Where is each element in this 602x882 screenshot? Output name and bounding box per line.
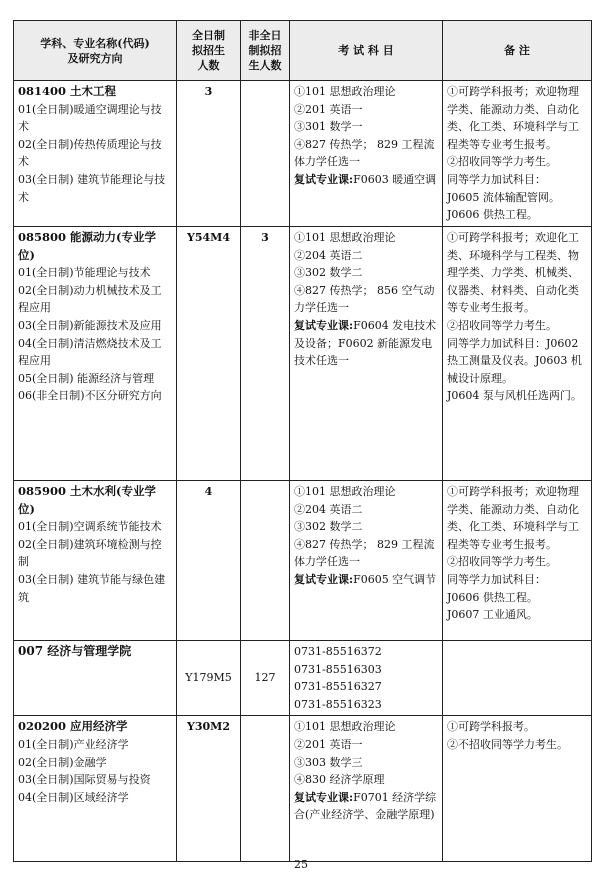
note-line: J0607 工业通风。 [447, 608, 538, 622]
exam-subject: ④827 传热学； 829 工程流体力学任选一 [294, 137, 435, 169]
note-line: ②不招收同等学力考生。 [447, 737, 568, 751]
header-parttime [241, 21, 290, 81]
note-line: J0604 泵与风机任选两门。 [447, 389, 582, 403]
retest-label: 复试专业课: [294, 572, 354, 586]
exam-subject: ①101 思想政治理论 [294, 485, 396, 498]
major-cell [14, 481, 177, 641]
college-name-cell [14, 641, 177, 716]
research-direction: 03(全日制) 建筑节能与绿色建筑 [18, 572, 166, 604]
header-exam [290, 21, 443, 81]
retest-line [294, 571, 438, 589]
notes-cell [443, 81, 592, 227]
note-line: 同等学力加试科目：J0602 热工测量及仪表。J0603 机械设计原理。 [447, 336, 582, 385]
note-line: J0605 流体输配管网。 [447, 190, 560, 204]
fulltime-quota: Y30M2 [177, 716, 241, 862]
notes-cell [443, 481, 592, 641]
phone-number: 0731-85516372 [294, 645, 382, 658]
exam-subject: ③303 数学三 [294, 755, 363, 769]
college-phones-cell [290, 641, 443, 716]
exam-subject: ②201 英语一 [294, 102, 363, 116]
research-direction: 06(非全日制)不区分研究方向 [18, 389, 162, 403]
notes-cell [443, 716, 592, 862]
research-direction: 02(全日制)动力机械技术及工程应用 [18, 283, 162, 315]
phone-number: 0731-85516327 [294, 680, 382, 694]
research-direction: 02(全日制)金融学 [18, 755, 107, 769]
header-major [14, 21, 177, 81]
note-line: ①可跨学科报考。 [447, 720, 535, 734]
exam-subject: ④830 经济学原理 [294, 773, 385, 787]
retest-subject: F0701 经济学综合(产业经济学、金融学原理) [294, 790, 437, 822]
fulltime-quota: 3 [177, 81, 241, 227]
exam-subject: ②204 英语二 [294, 248, 363, 262]
exam-subjects-cell [290, 481, 443, 641]
exam-subject: ①101 思想政治理论 [294, 85, 396, 98]
college-row [14, 641, 592, 716]
header-fulltime-text: 全日制 拟招生 人数 [192, 29, 225, 72]
research-direction: 03(全日制)国际贸易与投资 [18, 773, 151, 787]
note-line: ②招收同等学力考生。 [447, 155, 557, 169]
retest-subject: F0603 暖通空调 [353, 172, 437, 186]
retest-line [294, 171, 438, 189]
retest-label: 复试专业课: [294, 790, 354, 804]
exam-subject: ②204 英语二 [294, 502, 363, 516]
research-direction: 01(全日制)暖通空调理论与技术 [18, 102, 162, 134]
major-title: 085900 土木水利(专业学位) [18, 484, 156, 516]
notes-cell [443, 227, 592, 481]
major-cell [14, 81, 177, 227]
fulltime-quota: Y54M4 [177, 227, 241, 481]
research-direction: 02(全日制)传热传质理论与技术 [18, 137, 162, 169]
parttime-quota [241, 81, 290, 227]
exam-subject: ④827 传热学； 856 空气动力学任选一 [294, 283, 435, 315]
parttime-quota: 3 [241, 227, 290, 481]
exam-subjects-cell [290, 227, 443, 481]
college-fulltime-quota [177, 641, 241, 716]
retest-label: 复试专业课: [294, 318, 354, 332]
research-direction: 01(全日制)节能理论与技术 [18, 266, 151, 280]
major-title: 085800 能源动力(专业学位) [18, 230, 156, 262]
note-line: ②招收同等学力考生。 [447, 555, 557, 569]
note-line: J0606 供热工程。 [447, 590, 538, 604]
college-fulltime-value: Y179M5 [185, 671, 232, 685]
fulltime-quota: 4 [177, 481, 241, 641]
exam-subject: ①101 思想政治理论 [294, 231, 396, 244]
parttime-quota [241, 481, 290, 641]
note-line: ①可跨学科报考；欢迎化工类、环境科学与工程类、物理学类、力学类、机械类、仪器类、材料类、自动化类等专业考生报考。 [447, 231, 579, 315]
research-direction: 02(全日制)建筑环境检测与控制 [18, 537, 162, 569]
table-header-row [14, 21, 592, 81]
note-line: J0606 供热工程。 [447, 208, 538, 222]
exam-subject: ①101 思想政治理论 [294, 720, 396, 734]
phone-number: 0731-85516303 [294, 662, 382, 676]
admissions-catalog-table [13, 20, 592, 862]
header-notes-text: 备 注 [504, 44, 530, 57]
exam-subject: ③301 数学一 [294, 120, 363, 134]
note-line: ①可跨学科报考；欢迎物理学类、能源动力类、自动化类、化工类、环境科学与工程类等专业考生报考。 [447, 485, 579, 551]
college-name: 007 经济与管理学院 [18, 644, 132, 658]
major-cell [14, 227, 177, 481]
retest-subject: F0605 空气调节 [353, 572, 437, 586]
exam-subjects-cell [290, 716, 443, 862]
retest-label: 复试专业课: [294, 172, 354, 186]
exam-subject: ③302 数学二 [294, 520, 363, 534]
research-direction: 05(全日制) 能源经济与管理 [18, 371, 155, 385]
major-title: 081400 土木工程 [18, 84, 117, 98]
note-line: ①可跨学科报考；欢迎物理学类、能源动力类、自动化类、化工类、环境科学与工程类等专业考生报考。 [447, 85, 579, 151]
exam-subjects-cell [290, 81, 443, 227]
college-parttime-quota [241, 641, 290, 716]
exam-subject: ④827 传热学； 829 工程流体力学任选一 [294, 537, 435, 569]
college-parttime-value: 127 [254, 671, 276, 685]
research-direction: 03(全日制)新能源技术及应用 [18, 318, 162, 332]
table-row [14, 81, 592, 227]
note-line: 同等学力加试科目： [447, 572, 546, 586]
header-exam-text: 考 试 科 目 [338, 44, 394, 57]
page-number: 25 [294, 858, 308, 871]
retest-line [294, 317, 438, 370]
retest-subject: F0604 发电技术及设备；F0602 新能源发电技术任选一 [294, 318, 437, 368]
major-cell [14, 716, 177, 862]
phone-number: 0731-85516323 [294, 697, 382, 711]
header-fulltime [177, 21, 241, 81]
note-line: 同等学力加试科目： [447, 172, 546, 186]
college-notes-cell [443, 641, 592, 716]
note-line: ②招收同等学力考生。 [447, 318, 557, 332]
table-row [14, 227, 592, 481]
parttime-quota [241, 716, 290, 862]
research-direction: 03(全日制) 建筑节能理论与技术 [18, 172, 166, 204]
exam-subject: ③302 数学二 [294, 266, 363, 280]
table-row [14, 481, 592, 641]
retest-line [294, 789, 438, 824]
header-parttime-text: 非全日 制拟招 生人数 [248, 29, 282, 72]
research-direction: 01(全日制)产业经济学 [18, 737, 129, 751]
table-row [14, 716, 592, 862]
research-direction: 04(全日制)区域经济学 [18, 790, 129, 804]
header-major-text: 学科、专业名称(代码) 及研究方向 [40, 36, 150, 65]
major-title: 020200 应用经济学 [18, 719, 128, 734]
research-direction: 04(全日制)清洁燃烧技术及工程应用 [18, 336, 162, 368]
exam-subject: ②201 英语一 [294, 737, 363, 751]
header-notes [443, 21, 592, 81]
research-direction: 01(全日制)空调系统节能技术 [18, 520, 162, 534]
